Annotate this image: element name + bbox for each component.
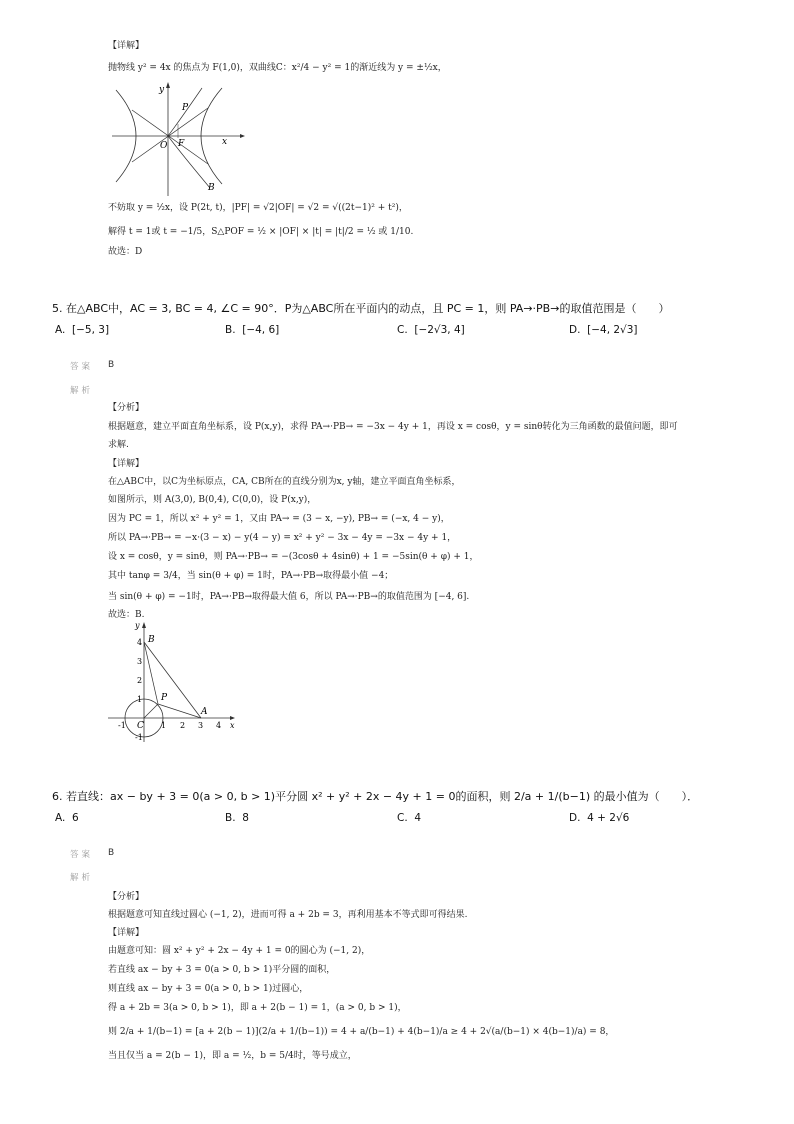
q6-option-a-key: A. bbox=[55, 812, 66, 824]
parabola-lower bbox=[168, 136, 210, 188]
triangle-coordinate-figure bbox=[106, 620, 240, 744]
q5-option-b[interactable] bbox=[225, 324, 279, 336]
q6-option-c[interactable] bbox=[397, 812, 421, 824]
fig4-label-y: y bbox=[159, 85, 165, 95]
q6-option-b[interactable] bbox=[225, 812, 249, 824]
q5-option-d-key: D. bbox=[569, 324, 581, 336]
fig5-point-p: P bbox=[161, 693, 168, 703]
q5-analysis-label: 解析 bbox=[70, 386, 94, 396]
q5-option-b-text: [−4, 6] bbox=[242, 324, 280, 336]
q5-answer-label: 答案 bbox=[70, 362, 94, 372]
fig4-label-o: O bbox=[160, 141, 168, 151]
q5-detail-line-7: 当 sin(θ + φ) = −1时，PA→·PB→取得最大值 6，所以 PA→·PB→的取值范围为 [−4, 6]. bbox=[108, 592, 470, 602]
q5-detail-line-5: 设 x = cosθ，y = sinθ，则 PA→·PB→ = −(3cosθ + 4sinθ) + 1 = −5sin(θ + φ) + 1， bbox=[108, 552, 479, 562]
q5-option-a-key: A. bbox=[55, 324, 66, 336]
sol4-line-2: 不妨取 y = ½x，设 P(2t, t)，|PF| = √2|OF| = √2 = √((2t−1)² + t²)， bbox=[108, 203, 408, 213]
q5-answer: B bbox=[108, 360, 115, 370]
fig5-x-tick-3: 3 bbox=[198, 721, 204, 730]
q5-option-a[interactable] bbox=[55, 324, 109, 336]
fig5-y-label: y bbox=[135, 621, 140, 630]
q5-detail-line-1: 在△ABC中，以C为坐标原点，CA, CB所在的直线分别为x, y轴，建立平面直角坐标系， bbox=[108, 477, 461, 487]
q6-detail-line-1: 由题意可知：圆 x² + y² + 2x − 4y + 1 = 0的圆心为 (−1, 2)， bbox=[108, 946, 371, 956]
fig5-y-tick-neg1: -1 bbox=[135, 733, 143, 742]
fig5-point-c: C bbox=[137, 721, 144, 731]
q6-option-b-text: 8 bbox=[242, 812, 249, 824]
q5-detail-line-4: 所以 PA→·PB→ = −x·(3 − x) − y(4 − y) = x² + y² − 3x − 4y = −3x − 4y + 1， bbox=[108, 533, 457, 543]
q6-option-c-text: 4 bbox=[414, 812, 422, 824]
q5-stem: 5. 在△ABC中，AC = 3, BC = 4, ∠C = 90°．P为△ABC所在平面内的动点，且 PC = 1，则 PA→·PB→的取值范围是（ ） bbox=[52, 302, 670, 315]
q6-option-a-text: 6 bbox=[72, 812, 79, 824]
q6-stem: 6. 若直线：ax − by + 3 = 0(a > 0, b > 1)平分圆 x² + y² + 2x − 4y + 1 = 0的面积，则 2/a + 1/(b−1) 的最小值为（ ）． bbox=[52, 790, 699, 803]
q6-detail-line-4: 得 a + 2b = 3(a > 0, b > 1)，即 a + 2(b − 1) = 1，(a > 0, b > 1)， bbox=[108, 1003, 407, 1013]
q5-option-d[interactable] bbox=[569, 324, 638, 336]
q6-detail-line-5: 则 2/a + 1/(b−1) = [a + 2(b − 1)](2/a + 1/(b−1)) = 4 + a/(b−1) + 4(b−1)/a ≥ 4 + 2√(a/(b−1) × 4(b−1)/a) = 8， bbox=[108, 1027, 615, 1037]
q5-option-b-key: B. bbox=[225, 324, 236, 336]
fig4-label-b: B bbox=[208, 183, 215, 193]
sol4-detail-heading: 【详解】 bbox=[108, 41, 145, 51]
q5-analysis-line-1: 根据题意，建立平面直角坐标系，设 P(x,y)，求得 PA→·PB→ = −3x − 4y + 1，再设 x = cosθ，y = sinθ转化为三角函数的最值问题，即可 bbox=[108, 422, 678, 432]
fig5-x-tick-1: 1 bbox=[161, 721, 167, 730]
sol4-line-1: 抛物线 y² = 4x 的焦点为 F(1,0)，双曲线C：x²/4 − y² = 1的渐近线为 y = ±½x， bbox=[108, 63, 447, 73]
q6-option-c-key: C. bbox=[397, 812, 408, 824]
fig5-x-tick-4: 4 bbox=[216, 721, 222, 730]
sol4-line-3: 解得 t = 1或 t = −1/5，S△POF = ½ × |OF| × |t| = |t|/2 = ½ 或 1/10. bbox=[108, 227, 414, 237]
fig5-x-label: x bbox=[230, 721, 235, 730]
q5-detail-line-3: 因为 PC = 1，所以 x² + y² = 1，又由 PA→ = (3 − x, −y), PB→ = (−x, 4 − y)， bbox=[108, 514, 450, 524]
q6-analysis-line-1: 根据题意可知直线过圆心 (−1, 2)，进而可得 a + 2b = 3，再利用基本不等式即可得结果. bbox=[108, 910, 468, 920]
q5-option-c-key: C. bbox=[397, 324, 408, 336]
q6-option-d-text: 4 + 2√6 bbox=[587, 812, 630, 824]
q6-analysis-label: 解析 bbox=[70, 873, 94, 883]
q5-detail-line-8: 故选：B. bbox=[108, 610, 145, 620]
q5-option-c-text: [−2√3, 4] bbox=[414, 324, 465, 336]
fig5-y-tick-2: 2 bbox=[137, 676, 143, 685]
fig4-label-x: x bbox=[222, 137, 228, 147]
fig5-y-tick-3: 3 bbox=[137, 657, 143, 666]
q5-detail-line-6: 其中 tanφ = 3/4，当 sin(θ + φ) = 1时，PA→·PB→取得最小值 −4； bbox=[108, 571, 394, 581]
q6-option-d-key: D. bbox=[569, 812, 581, 824]
q5-option-a-text: [−5, 3] bbox=[72, 324, 110, 336]
fig5-y-tick-1: 1 bbox=[137, 695, 143, 704]
q5-detail-heading: 【详解】 bbox=[108, 459, 145, 469]
q6-detail-line-6: 当且仅当 a = 2(b − 1)，即 a = ½，b = 5/4时，等号成立， bbox=[108, 1051, 357, 1061]
q6-option-d[interactable] bbox=[569, 812, 629, 824]
fig5-point-a: A bbox=[201, 707, 208, 717]
fig4-label-p: P bbox=[182, 103, 189, 113]
q5-detail-line-2: 如图所示，则 A(3,0), B(0,4), C(0,0)，设 P(x,y)， bbox=[108, 495, 317, 505]
q6-option-b-key: B. bbox=[225, 812, 236, 824]
q6-answer: B bbox=[108, 848, 115, 858]
x-axis-arrow bbox=[230, 716, 235, 720]
segment-pa bbox=[158, 704, 201, 718]
fig5-y-tick-4: 4 bbox=[137, 638, 143, 647]
asymptote-1 bbox=[132, 108, 208, 162]
q5-analysis-line-2: 求解. bbox=[108, 440, 129, 450]
q6-detail-line-3: 则直线 ax − by + 3 = 0(a > 0, b > 1)过圆心， bbox=[108, 984, 309, 994]
q5-analysis-heading: 【分析】 bbox=[108, 403, 145, 413]
y-axis-arrow bbox=[166, 82, 170, 88]
q6-detail-heading: 【详解】 bbox=[108, 928, 145, 938]
hyperbola-figure bbox=[112, 80, 248, 198]
fig5-x-tick-2: 2 bbox=[180, 721, 186, 730]
q6-option-a[interactable] bbox=[55, 812, 79, 824]
q6-analysis-heading: 【分析】 bbox=[108, 892, 145, 902]
sol4-line-4: 故选：D bbox=[108, 247, 143, 257]
fig4-label-f: F bbox=[178, 139, 185, 149]
y-axis-arrow bbox=[142, 622, 146, 628]
q6-detail-line-2: 若直线 ax − by + 3 = 0(a > 0, b > 1)平分圆的面积， bbox=[108, 965, 336, 975]
q5-option-c[interactable] bbox=[397, 324, 465, 336]
asymptote-2 bbox=[132, 110, 208, 164]
fig5-x-tick-neg1: -1 bbox=[118, 721, 126, 730]
q6-answer-label: 答案 bbox=[70, 850, 94, 860]
x-axis-arrow bbox=[240, 134, 245, 138]
q5-option-d-text: [−4, 2√3] bbox=[587, 324, 638, 336]
fig5-point-b: B bbox=[148, 635, 155, 645]
segment-pc bbox=[144, 704, 158, 718]
